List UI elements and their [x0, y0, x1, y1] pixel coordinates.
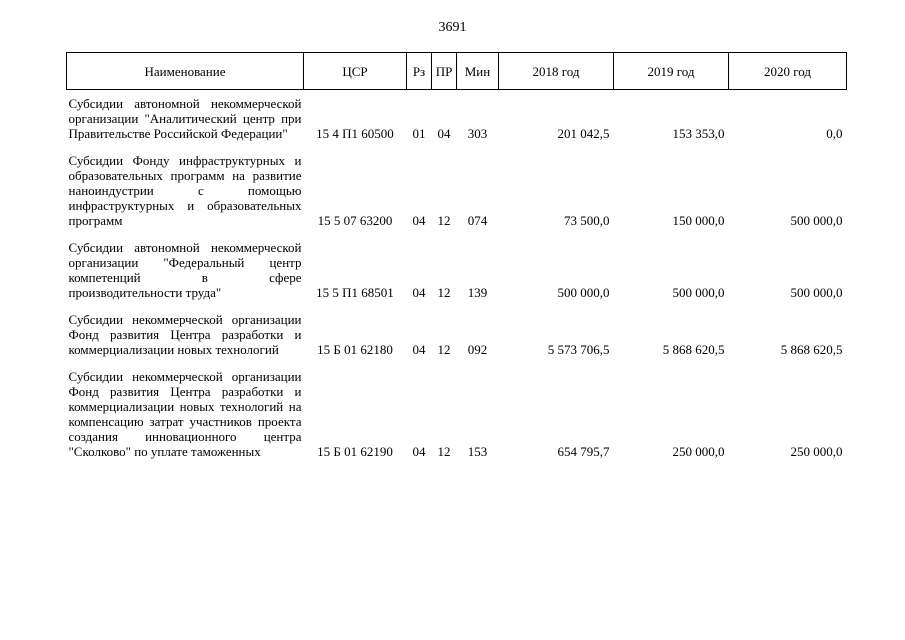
row-2020: 0,0: [826, 126, 843, 141]
row-pr: 12: [437, 342, 451, 357]
row-name: [67, 90, 304, 148]
row-rz: 04: [412, 285, 426, 300]
row-name: [67, 363, 304, 465]
header-csr: ЦСР: [304, 53, 407, 90]
row-min: 303: [467, 126, 488, 141]
row-2018: 500 000,0: [557, 285, 610, 300]
table-row: [67, 363, 847, 465]
row-2018: 654 795,7: [557, 444, 610, 459]
header-min: Мин: [457, 53, 499, 90]
page-number: 3691: [438, 20, 467, 35]
row-name: [67, 306, 304, 363]
table-row: [67, 90, 847, 148]
row-2018: 201 042,5: [557, 126, 610, 141]
row-2019: 150 000,0: [672, 213, 725, 228]
row-rz: 04: [412, 444, 426, 459]
table-row: [67, 306, 847, 363]
row-2019: 250 000,0: [672, 444, 725, 459]
header-2020: 2020 год: [729, 53, 847, 90]
row-csr: 15 5 07 63200: [317, 213, 393, 228]
row-name: [67, 234, 304, 306]
row-pr: 12: [437, 444, 451, 459]
row-pr: 12: [437, 213, 451, 228]
table-header-row: [67, 53, 847, 90]
row-pr: 12: [437, 285, 451, 300]
row-min: 074: [467, 213, 488, 228]
row-rz: 01: [412, 126, 426, 141]
budget-table: [66, 52, 847, 465]
row-2018: 73 500,0: [564, 213, 610, 228]
row-pr: 04: [437, 126, 451, 141]
header-2019: 2019 год: [614, 53, 729, 90]
row-csr: 15 5 П1 68501: [316, 285, 394, 300]
row-csr: 15 Б 01 62180: [317, 342, 393, 357]
row-2018: 5 573 706,5: [547, 342, 610, 357]
row-2020: 250 000,0: [790, 444, 843, 459]
row-2020: 500 000,0: [790, 213, 843, 228]
row-name: [67, 147, 304, 234]
row-min: 153: [467, 444, 488, 459]
row-min: 139: [467, 285, 488, 300]
row-rz: 04: [412, 213, 426, 228]
row-rz: 04: [412, 342, 426, 357]
header-pr: ПР: [432, 53, 457, 90]
row-name-text: Субсидии автономной некоммерческой организации "Федеральный центр компетенций в сфере производительности труда": [68, 240, 302, 300]
row-name-text: Субсидии некоммерческой организации Фонд развития Центра разработки и коммерциализации новых технологий: [68, 312, 302, 357]
header-2018: 2018 год: [499, 53, 614, 90]
row-2020: 5 868 620,5: [780, 342, 843, 357]
row-2019: 5 868 620,5: [662, 342, 725, 357]
row-name-text: Субсидии некоммерческой организации Фонд развития Центра разработки и коммерциализации новых технологий на компенсацию затрат участников проекта создания инновационного центра "Сколково" по уплате таможенных: [68, 369, 302, 459]
row-2019: 500 000,0: [672, 285, 725, 300]
row-2019: 153 353,0: [672, 126, 725, 141]
row-min: 092: [467, 342, 488, 357]
header-name: Наименование: [67, 53, 304, 90]
table-row: [67, 234, 847, 306]
row-name-text: Субсидии автономной некоммерческой организации "Аналитический центр при Правительстве Российской Федерации": [68, 96, 302, 141]
row-2020: 500 000,0: [790, 285, 843, 300]
header-rz: Рз: [407, 53, 432, 90]
table-row: [67, 147, 847, 234]
row-name-text: Субсидии Фонду инфраструктурных и образовательных программ на развитие наноиндустрии с помощью инфраструктурных и образовательных программ: [68, 153, 302, 228]
row-csr: 15 4 П1 60500: [316, 126, 394, 141]
row-csr: 15 Б 01 62190: [317, 444, 393, 459]
